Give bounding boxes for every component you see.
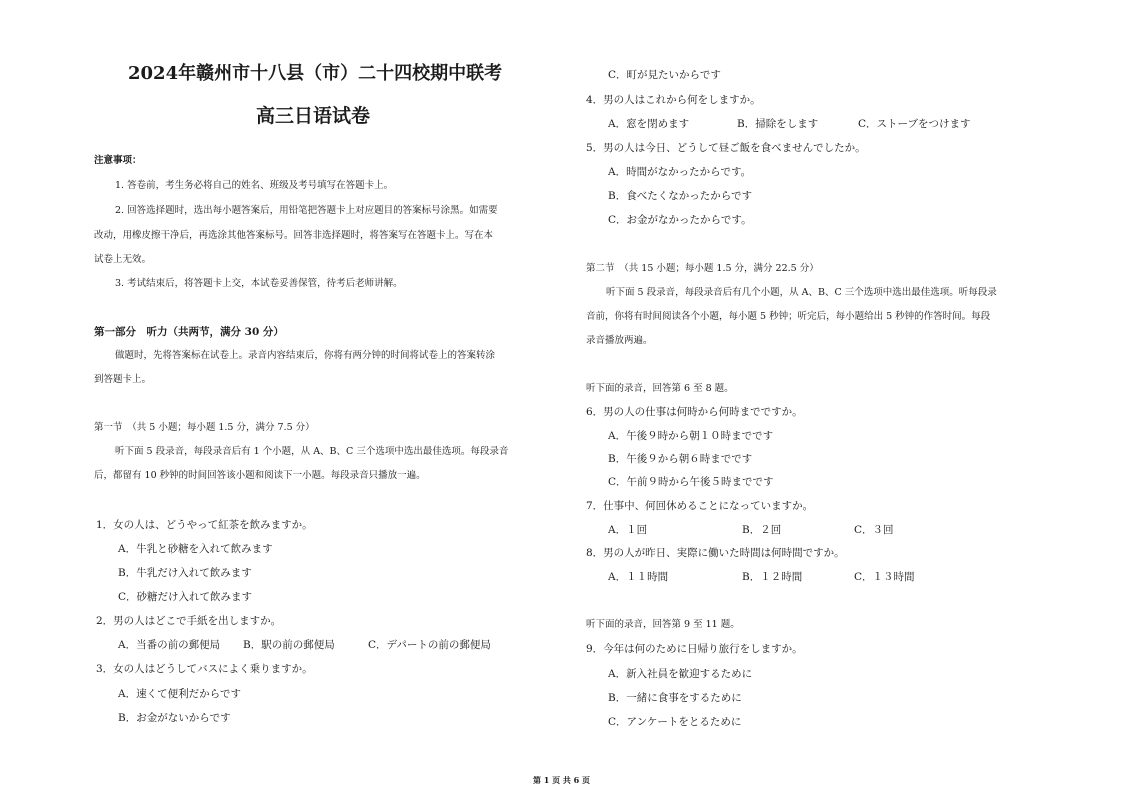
exam-title: 2024年赣州市十八县（市）二十四校期中联考 <box>128 63 503 84</box>
group1-label: 听下面的录音，回答第 6 至 8 题。 <box>586 383 734 394</box>
q8-stem: 8．男の人が昨日、実際に働いた時間は何時間ですか。 <box>586 547 845 559</box>
q6-option-c: C．午前９時から午後５時までです <box>608 476 774 488</box>
notes-item-3: 3. 考试结束后，将答题卡上交，本试卷妥善保管，待考后老师讲解。 <box>115 278 403 289</box>
q8-option-a: A．１１時間 <box>608 571 669 583</box>
q9-stem: 9．今年は何のために日帰り旅行をしますか。 <box>586 643 803 655</box>
q8-option-c: C．１３時間 <box>854 571 915 583</box>
q3-stem: 3．女の人はどうしてバスによく乗りますか。 <box>96 663 313 675</box>
q3-option-c: C．町が見たいからです <box>608 69 721 81</box>
q6-option-b: B．午後９から朝６時までです <box>608 453 753 465</box>
q2-option-c: C．デパートの前の郵便局 <box>368 639 491 651</box>
part1-heading: 第一部分 听力（共两节，满分 30 分） <box>94 326 284 338</box>
q1-option-a: A．牛乳と砂糖を入れて飲みます <box>118 543 273 555</box>
q5-stem: 5．男の人は今日、どうして昼ご飯を食べませんでしたか。 <box>586 142 866 154</box>
q6-option-a: A．午後９時から朝１０時までです <box>608 430 774 442</box>
q7-option-c: C．３回 <box>854 524 894 536</box>
q2-option-a: A．当番の前の郵便局 <box>118 639 221 651</box>
q5-option-c: C．お金がなかったからです。 <box>608 214 752 226</box>
section2-intro-3: 录音播放两遍。 <box>586 335 653 346</box>
q8-option-b: B．１２時間 <box>742 571 803 583</box>
subject-title: 高三日语试卷 <box>256 105 371 127</box>
q7-option-a: A．１回 <box>608 524 648 536</box>
group2-label: 听下面的录音，回答第 9 至 11 题。 <box>586 619 740 630</box>
section1-intro-2: 后，都留有 10 秒钟的时间回答该小题和阅读下一小题。每段录音只播放一遍。 <box>94 470 426 481</box>
section1-heading: 第一节 （共 5 小题；每小题 1.5 分，满分 7.5 分） <box>94 422 315 433</box>
notes-item-2-end: 试卷上无效。 <box>94 254 152 265</box>
part1-intro-1: 做题时，先将答案标在试卷上。录音内容结束后，你将有两分钟的时间将试卷上的答案转涂 <box>115 350 496 361</box>
q2-stem: 2．男の人はどこで手紙を出しますか。 <box>96 615 282 627</box>
section1-intro-1: 听下面 5 段录音，每段录音后有 1 个小题，从 A、B、C 三个选项中选出最佳选项。每段录音 <box>115 446 509 457</box>
notes-heading: 注意事项： <box>94 155 142 166</box>
q4-option-c: C．ストーブをつけます <box>858 118 971 130</box>
section2-intro-2: 音前，你将有时间阅读各个小题，每小题 5 秒钟；听完后，每小题给出 5 秒钟的作答时间。每段 <box>586 311 991 322</box>
q9-option-b: B．一緒に食事をするために <box>608 692 742 704</box>
q9-option-a: A．新入社員を歓迎するために <box>608 668 753 680</box>
q6-stem: 6．男の人の仕事は何時から何時までですか。 <box>586 406 803 418</box>
q1-stem: 1．女の人は、どうやって紅茶を飲みますか。 <box>96 519 313 531</box>
notes-item-2-cont: 改动，用橡皮擦干净后，再选涂其他答案标号。回答非选择题时，将答案写在答题卡上。写在本 <box>94 230 494 241</box>
section2-heading: 第二节 （共 15 小题；每小题 1.5 分，满分 22.5 分） <box>586 263 819 274</box>
q9-option-c: C．アンケートをとるために <box>608 716 742 728</box>
q7-stem: 7．仕事中、何回休めることになっていますか。 <box>586 500 814 512</box>
q5-option-a: A．時間がなかったからです。 <box>608 166 752 178</box>
page-footer: 第 1 页 共 6 页 <box>532 775 591 785</box>
notes-item-1: 1. 答卷前，考生务必将自己的姓名、班级及考号填写在答题卡上。 <box>115 180 394 191</box>
q3-option-b: B．お金がないからです <box>118 712 231 724</box>
q4-option-b: B．掃除をします <box>737 118 819 130</box>
q4-option-a: A．窓を閉めます <box>608 118 690 130</box>
part1-intro-2: 到答题卡上。 <box>94 374 152 385</box>
section2-intro-1: 听下面 5 段录音，每段录音后有几个小题，从 A、B、C 三个选项中选出最佳选项。听每段录 <box>606 287 997 298</box>
q1-option-b: B．牛乳だけ入れて飲みます <box>118 567 252 579</box>
q4-stem: 4．男の人はこれから何をしますか。 <box>586 94 761 106</box>
q2-option-b: B．駅の前の郵便局 <box>243 639 335 651</box>
notes-item-2: 2. 回答选择题时，选出每小题答案后，用铅笔把答题卡上对应题目的答案标号涂黑。如需要 <box>115 205 498 216</box>
q3-option-a: A．速くて便利だからです <box>118 688 241 700</box>
q5-option-b: B．食べたくなかったからです <box>608 190 753 202</box>
q1-option-c: C．砂糖だけ入れて飲みます <box>118 591 253 603</box>
q7-option-b: B．２回 <box>742 524 782 536</box>
